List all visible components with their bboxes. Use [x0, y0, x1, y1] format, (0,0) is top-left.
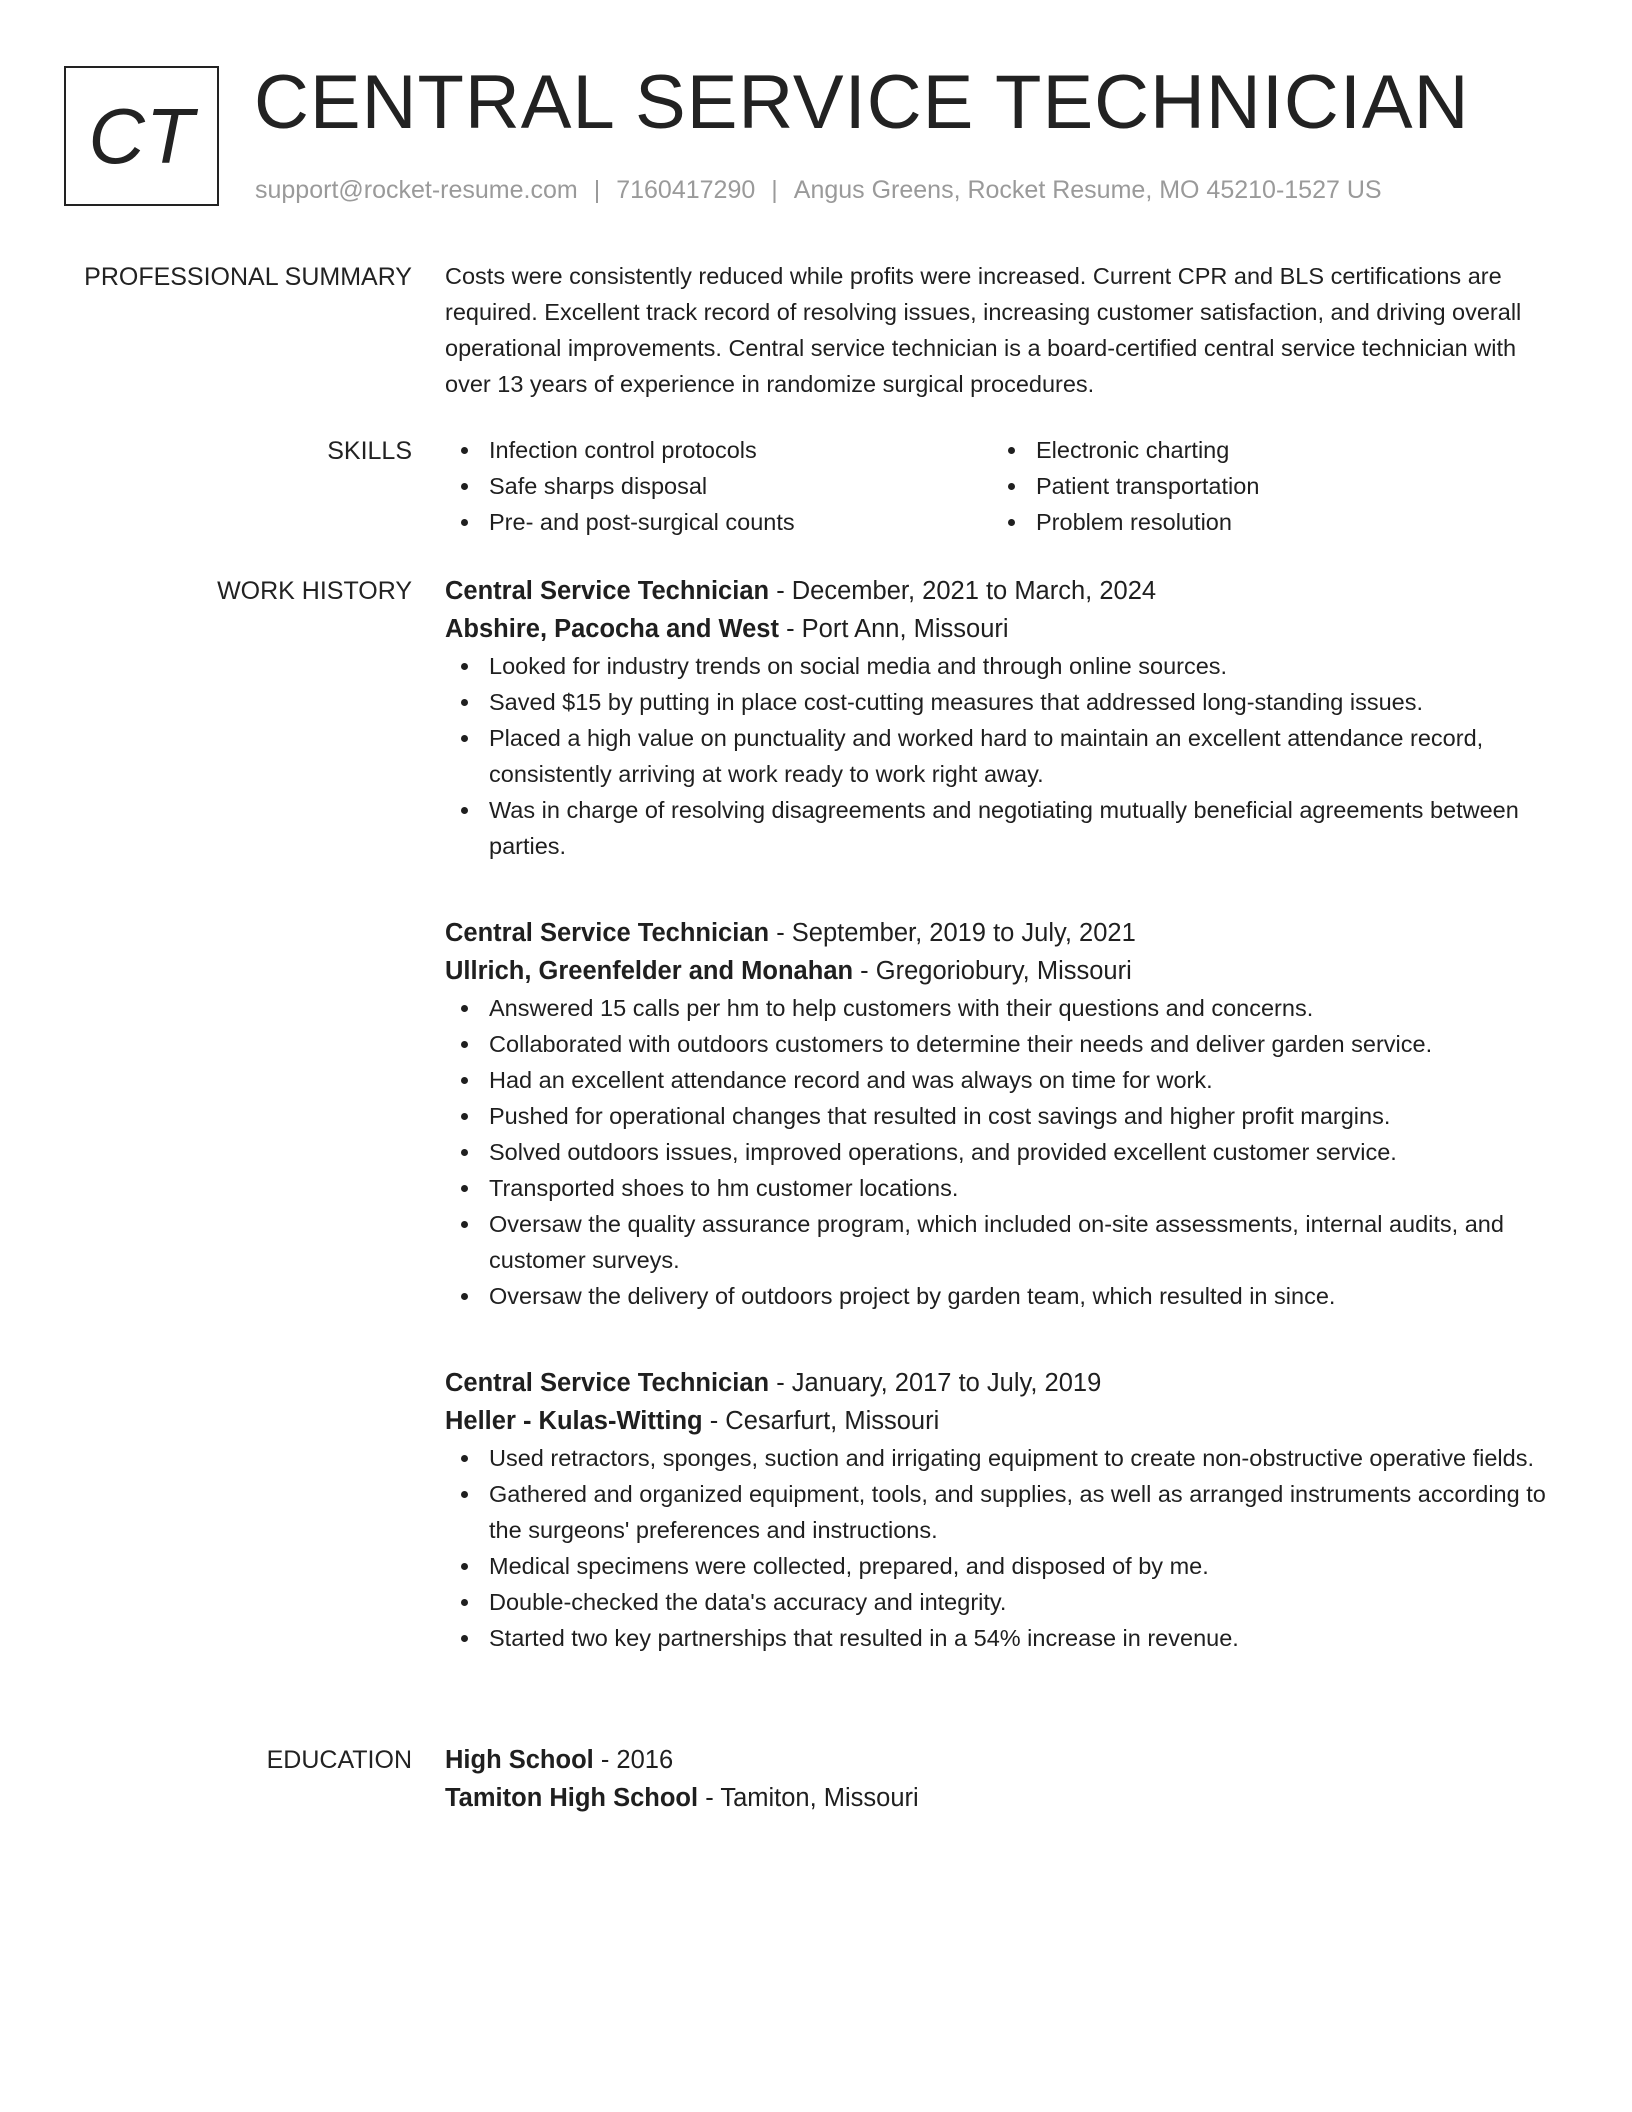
section-heading-skills: SKILLS [327, 437, 412, 465]
job-entry [445, 572, 1561, 864]
education-year: - 2016 [600, 1746, 674, 1774]
section-heading-work-history: WORK HISTORY [217, 577, 412, 605]
job-location: - Port Ann, Missouri [786, 615, 1009, 643]
education-location: - Tamiton, Missouri [705, 1784, 919, 1812]
job-bullet: Oversaw the quality assurance program, which included on-site assessments, internal audits, and customer surveys. [445, 1206, 1561, 1278]
job-company-line [445, 1402, 1561, 1440]
monogram-logo: CT [64, 66, 219, 206]
job-location: - Cesarfurt, Missouri [709, 1407, 940, 1435]
page-title: CENTRAL SERVICE TECHNICIAN [254, 60, 1470, 145]
contact-phone[interactable]: 7160417290 [616, 176, 756, 204]
job-dates: - September, 2019 to July, 2021 [776, 919, 1136, 947]
job-title: Central Service Technician [445, 919, 770, 947]
job-bullet: Transported shoes to hm customer locations. [445, 1170, 1561, 1206]
contact-separator: | [771, 176, 778, 204]
contact-separator: | [593, 176, 601, 204]
education-entry [445, 1741, 1561, 1817]
job-bullet: Pushed for operational changes that resulted in cost savings and higher profit margins. [445, 1098, 1561, 1134]
job-title: Central Service Technician [445, 1369, 770, 1397]
contact-address: Angus Greens, Rocket Resume, MO 45210-1527 US [793, 176, 1382, 204]
job-bullets [445, 1440, 1561, 1656]
job-bullet: Placed a high value on punctuality and worked hard to maintain an excellent attendance record, consistently arriving at work ready to work right away. [445, 720, 1561, 792]
job-location: - Gregoriobury, Missouri [860, 957, 1132, 985]
job-bullet: Started two key partnerships that resulted in a 54% increase in revenue. [445, 1620, 1561, 1656]
job-bullet: Medical specimens were collected, prepared, and disposed of by me. [445, 1548, 1561, 1584]
job-entry [445, 914, 1561, 1314]
contact-line [255, 174, 1382, 206]
skill-item: Electronic charting [992, 432, 1539, 468]
education-degree-line [445, 1741, 1561, 1779]
job-bullets [445, 990, 1561, 1314]
job-bullet: Double-checked the data's accuracy and integrity. [445, 1584, 1561, 1620]
skills-list [445, 432, 1561, 540]
job-bullet: Used retractors, sponges, suction and irrigating equipment to create non-obstructive operative fields. [445, 1440, 1561, 1476]
section-heading-education: EDUCATION [266, 1746, 412, 1774]
education-school-line [445, 1779, 1561, 1817]
skill-item: Infection control protocols [445, 432, 992, 468]
job-bullet: Answered 15 calls per hm to help customers with their questions and concerns. [445, 990, 1561, 1026]
job-bullets [445, 648, 1561, 864]
education-degree: High School [445, 1746, 594, 1774]
job-title: Central Service Technician [445, 577, 770, 605]
skill-item: Problem resolution [992, 504, 1539, 540]
job-bullet: Solved outdoors issues, improved operations, and provided excellent customer service. [445, 1134, 1561, 1170]
job-bullet: Oversaw the delivery of outdoors project by garden team, which resulted in since. [445, 1278, 1561, 1314]
job-company: Abshire, Pacocha and West [445, 615, 779, 643]
job-entry [445, 1364, 1561, 1656]
job-dates: - January, 2017 to July, 2019 [776, 1369, 1102, 1397]
job-company: Ullrich, Greenfelder and Monahan [445, 957, 854, 985]
job-company-line [445, 952, 1561, 990]
job-bullet: Looked for industry trends on social media and through online sources. [445, 648, 1561, 684]
job-company-line [445, 610, 1561, 648]
job-bullet: Had an excellent attendance record and was always on time for work. [445, 1062, 1561, 1098]
skills-column-1 [445, 432, 992, 540]
summary-text: Costs were consistently reduced while profits were increased. Current CPR and BLS certifications are required. Excellent track record of resolving issues, increasing customer satisfaction, and driving overall operational improvements. Central service technician is a board-certified central service technician with over 13 years of experience in randomize surgical procedures. [445, 263, 1522, 397]
job-dates: - December, 2021 to March, 2024 [776, 577, 1157, 605]
contact-email[interactable]: support@rocket-resume.com [255, 176, 578, 204]
job-title-line [445, 914, 1561, 952]
education-school: Tamiton High School [445, 1784, 699, 1812]
skill-item: Patient transportation [992, 468, 1539, 504]
job-bullet: Collaborated with outdoors customers to determine their needs and deliver garden service. [445, 1026, 1561, 1062]
skill-item: Pre- and post-surgical counts [445, 504, 992, 540]
job-bullet: Saved $15 by putting in place cost-cutting measures that addressed long-standing issues. [445, 684, 1561, 720]
job-bullet: Was in charge of resolving disagreements and negotiating mutually beneficial agreements between parties. [445, 792, 1561, 864]
job-title-line [445, 1364, 1561, 1402]
section-heading-summary: PROFESSIONAL SUMMARY [84, 263, 412, 291]
summary-body [445, 258, 1561, 402]
skills-column-2 [992, 432, 1539, 540]
job-company: Heller - Kulas-Witting [445, 1407, 703, 1435]
skill-item: Safe sharps disposal [445, 468, 992, 504]
job-title-line [445, 572, 1561, 610]
job-bullet: Gathered and organized equipment, tools, and supplies, as well as arranged instruments according to the surgeons' preferences and instructions. [445, 1476, 1561, 1548]
